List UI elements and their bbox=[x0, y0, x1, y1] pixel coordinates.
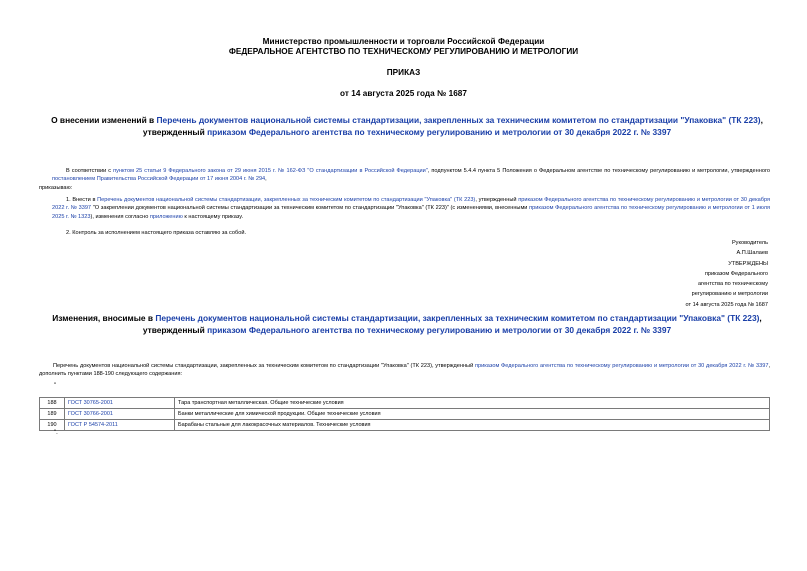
link-list-tk223[interactable]: Перечень документов национальной системы стандартизации, закрепленных за техническим комитетом по стандартизации "Упаковка" (ТК 223) bbox=[156, 115, 761, 125]
table-row bbox=[40, 420, 770, 431]
signer-name: А.П.Шалаев bbox=[736, 250, 768, 257]
annex-paragraph: Перечень документов национальной системы стандартизации, закрепленных за техническим комитетом по стандартизации "Упаковка" (ТК 223), утвержденный приказом Федерального агентства по техническому регулированию и метрологии от 30 декабря 2022 г. № 3397, дополнить пунктами 188-190 следующего содержания: bbox=[39, 363, 770, 378]
paragraph-item-2: 2. Контроль за исполнением настоящего приказа оставляю за собой. bbox=[66, 230, 247, 236]
table-row bbox=[40, 398, 770, 409]
title-text: Изменения, вносимые в bbox=[52, 313, 156, 323]
row-number: 188 bbox=[40, 398, 65, 409]
order-title bbox=[36, 114, 778, 138]
row-title: Банки металлические для химической продукции. Общие технические условия bbox=[175, 409, 770, 420]
doc-date: от 14 августа 2025 года № 1687 bbox=[339, 89, 468, 98]
title-text: , утвержденный bbox=[142, 115, 763, 137]
approval-stamp: УТВЕРЖДЕНЫ bbox=[728, 260, 768, 267]
paragraph-item-1: 1. Внести в Перечень документов национальной системы стандартизации, закрепленных за техническим комитетом по стандартизации "Упаковка" (ТК 223), утвержденный приказом Федерального агентства по техническому регулированию и метрологии от 30 декабря 2022 г. № 3397 "О закреплении документов национальной системы стандартизации за техническим комитетом по стандартизации "Упаковка" (ТК 223)" (с изменениями, внесенными приказом Федерального агентства по техническому регулированию и метрологии от 1 июля 2025 г. № 1323), изменения согласно приложению к настоящему приказу. bbox=[52, 197, 771, 220]
row-code-cell bbox=[65, 409, 175, 420]
ministry-name: Министерство промышленности и торговли Российской Федерации bbox=[262, 37, 545, 46]
paragraph-basis: В соответствии с пунктом 25 статьи 9 Федерального закона от 29 июня 2015 г. № 162-ФЗ "О стандартизации в Российской Федерации", подпунктом 5.4.4 пункта 5 Положения о Федеральном агентстве по техническому регулированию и метрологии, утвержденного постановлением Правительства Российской Федерации от 17 июня 2004 г. № 294, bbox=[52, 168, 770, 183]
row-number: 190 bbox=[40, 420, 65, 431]
link-order-3397[interactable]: приказом Федерального агентства по техническому регулированию и метрологии от 30 декабря 2022 г. № 3397 bbox=[474, 363, 769, 369]
signer-position: Руководитель bbox=[731, 240, 768, 246]
link-federal-law-162[interactable]: пунктом 25 статьи 9 Федерального закона от 29 июня 2015 г. № 162-ФЗ "О стандартизации в Российской Федерации" bbox=[113, 168, 428, 174]
standard-link[interactable]: ГОСТ 30766-2001 bbox=[68, 411, 113, 417]
row-number: 189 bbox=[40, 409, 65, 420]
standard-link[interactable]: ГОСТ Р 54574-2011 bbox=[68, 422, 118, 428]
link-government-decree-294[interactable]: постановлением Правительства Российской Федерации от 17 июня 2004 г. № 294 bbox=[52, 176, 266, 183]
table-row bbox=[40, 409, 770, 420]
approval-line: агентства по техническому bbox=[697, 281, 768, 288]
doc-type: ПРИКАЗ bbox=[386, 68, 421, 77]
annex-title bbox=[36, 312, 778, 336]
link-order-3397[interactable]: приказом Федерального агентства по техническому регулированию и метрологии от 30 декабря 2022 г. № 3397 bbox=[207, 127, 672, 137]
open-quote: " bbox=[54, 383, 57, 389]
link-order-3397[interactable]: приказом Федерального агентства по техническому регулированию и метрологии от 30 декабря 2022 г. № 3397 bbox=[207, 325, 672, 335]
standards-table bbox=[39, 397, 770, 431]
row-code-cell bbox=[65, 420, 175, 431]
approval-line: приказом Федерального bbox=[704, 270, 768, 277]
link-order-1323[interactable]: приказом Федерального агентства по техническому регулированию и метрологии от 1 июля 2025 г. № 1323 bbox=[52, 205, 770, 220]
row-title: Барабаны стальные для лакокрасочных материалов. Технические условия bbox=[175, 420, 770, 431]
title-text: О внесении изменений в bbox=[51, 115, 157, 125]
agency-name: ФЕДЕРАЛЬНОЕ АГЕНТСТВО ПО ТЕХНИЧЕСКОМУ РЕГУЛИРОВАНИЮ И МЕТРОЛОГИИ bbox=[228, 47, 579, 56]
link-appendix[interactable]: приложению bbox=[149, 213, 183, 220]
link-order-3397[interactable]: приказом Федерального агентства по техническому регулированию и метрологии от 30 декабря 2022 г. № 3397 bbox=[52, 197, 771, 212]
row-code-cell bbox=[65, 398, 175, 409]
row-title: Тара транспортная металлическая. Общие технические условия bbox=[175, 398, 770, 409]
signature-block bbox=[568, 238, 768, 310]
title-text: , утвержденный bbox=[142, 313, 762, 335]
standard-link[interactable]: ГОСТ 30765-2001 bbox=[68, 400, 113, 406]
approval-line: регулированию и метрологии bbox=[691, 291, 768, 298]
close-quote: ". bbox=[54, 430, 58, 436]
approval-line: от 14 августа 2025 года № 1687 bbox=[685, 301, 768, 308]
paragraph-order-word: приказываю: bbox=[39, 185, 73, 191]
link-list-tk223[interactable]: Перечень документов национальной системы стандартизации, закрепленных за техническим комитетом по стандартизации "Упаковка" (ТК 223) bbox=[97, 197, 476, 203]
link-list-tk223[interactable]: Перечень документов национальной системы стандартизации, закрепленных за техническим комитетом по стандартизации "Упаковка" (ТК 223) bbox=[155, 313, 760, 323]
